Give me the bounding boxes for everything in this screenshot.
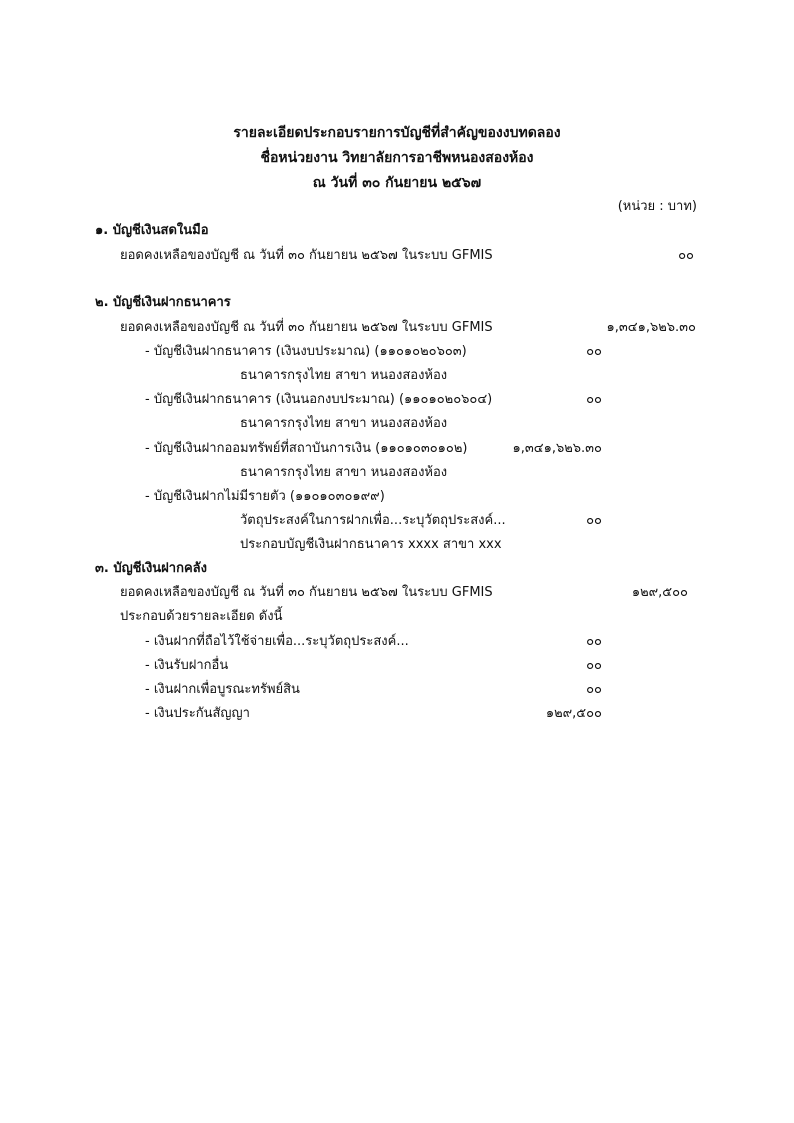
- deposit-purpose-value: ๐๐: [586, 513, 602, 528]
- treasury-item: - เงินรับฝากอื่น: [145, 658, 229, 673]
- treasury-item: - เงินฝากที่ถือไว้ใช้จ่ายเพื่อ...ระบุวัตถุประสงค์...: [145, 634, 409, 649]
- section3-balance-label: ยอดคงเหลือของบัญชี ณ วันที่ ๓๐ กันยายน ๒๕๖๗ ในระบบ GFMIS: [120, 585, 493, 600]
- unit-label: (หน่วย : บาท): [617, 199, 697, 214]
- section3-detail-intro: ประกอบด้วยรายละเอียด ดังนี้: [120, 609, 283, 624]
- section1-balance-value: ๐๐: [678, 248, 694, 263]
- section1-balance-label: ยอดคงเหลือของบัญชี ณ วันที่ ๓๐ กันยายน ๒๕๖๗ ในระบบ GFMIS: [120, 248, 493, 263]
- section1-title: ๑. บัญชีเงินสดในมือ: [95, 223, 209, 238]
- treasury-item: - เงินประกันสัญญา: [145, 706, 250, 721]
- treasury-item: - เงินฝากเพื่อบูรณะทรัพย์สิน: [145, 682, 300, 697]
- deposit-purpose: วัตถุประสงค์ในการฝากเพื่อ...ระบุวัตถุประสงค์...: [240, 513, 506, 528]
- report-date: ณ วันที่ ๓๐ กันยายน ๒๕๖๗: [312, 175, 482, 191]
- section2-balance-label: ยอดคงเหลือของบัญชี ณ วันที่ ๓๐ กันยายน ๒๕๖๗ ในระบบ GFMIS: [120, 320, 493, 335]
- bank-branch: ธนาคารกรุงไทย สาขา หนองสองห้อง: [240, 368, 448, 383]
- bank-account-value: ๐๐: [586, 344, 602, 359]
- section2-balance-value: ๑,๓๔๑,๖๒๖.๓๐: [606, 320, 696, 335]
- bank-branch: ธนาคารกรุงไทย สาขา หนองสองห้อง: [240, 416, 448, 431]
- treasury-item-value: ๐๐: [586, 682, 602, 697]
- bank-account-value: ๐๐: [586, 392, 602, 407]
- section3-balance-value: ๑๒๙,๕๐๐: [631, 585, 688, 600]
- deposit-bank-info: ประกอบบัญชีเงินฝากธนาคาร xxxx สาขา xxx: [240, 537, 502, 552]
- bank-branch: ธนาคารกรุงไทย สาขา หนองสองห้อง: [240, 465, 448, 480]
- agency-name: ชื่อหน่วยงาน วิทยาลัยการอาชีพหนองสองห้อง: [260, 150, 534, 166]
- section2-title: ๒. บัญชีเงินฝากธนาคาร: [95, 295, 231, 310]
- bank-account-item: - บัญชีเงินฝากไม่มีรายตัว (๑๑๐๑๐๓๐๑๙๙): [145, 489, 385, 504]
- bank-account-item: - บัญชีเงินฝากธนาคาร (เงินนอกงบประมาณ) (๑๑๐๑๐๒๐๖๐๔): [145, 392, 493, 407]
- section3-title: ๓. บัญชีเงินฝากคลัง: [95, 561, 207, 576]
- document-title: รายละเอียดประกอบรายการบัญชีที่สำคัญของงบทดลอง: [233, 125, 561, 141]
- treasury-item-value: ๐๐: [586, 658, 602, 673]
- bank-account-value: ๑,๓๔๑,๖๒๖.๓๐: [512, 441, 602, 456]
- treasury-item-value: ๐๐: [586, 634, 602, 649]
- bank-account-item: - บัญชีเงินฝากออมทรัพย์ที่สถาบันการเงิน (๑๑๐๑๐๓๐๑๐๒): [145, 441, 468, 456]
- bank-account-item: - บัญชีเงินฝากธนาคาร (เงินงบประมาณ) (๑๑๐๑๐๒๐๖๐๓): [145, 344, 467, 359]
- treasury-item-value: ๑๒๙,๕๐๐: [545, 706, 602, 721]
